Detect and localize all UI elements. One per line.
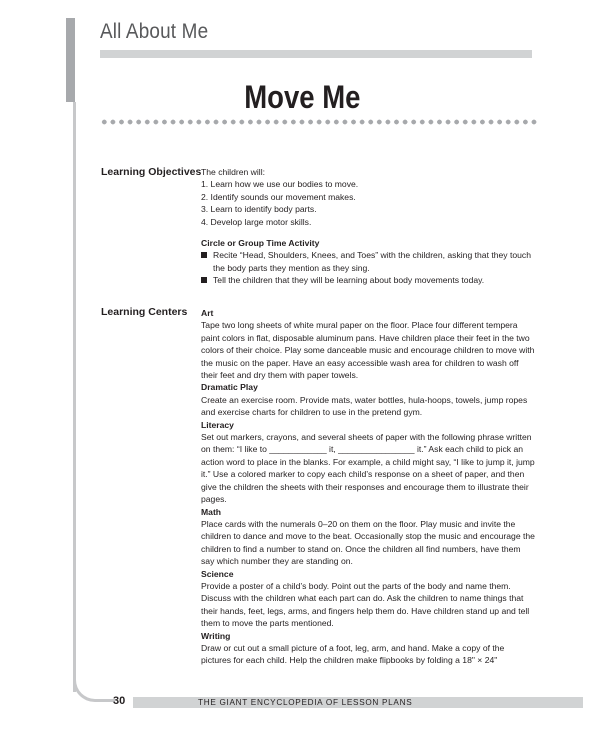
center-dramatic-play bbox=[201, 381, 536, 418]
objectives-intro: The children will: bbox=[201, 167, 265, 177]
center-heading: Writing bbox=[201, 630, 231, 641]
section-title-rule bbox=[100, 50, 532, 58]
page-number: 30 bbox=[113, 695, 126, 707]
learning-centers-content bbox=[201, 307, 536, 667]
learning-objectives-content bbox=[201, 166, 536, 287]
bullet-item bbox=[201, 249, 536, 274]
center-text: Provide a poster of a child’s body. Point out the parts of the body and name them. Discuss with the children what each part can do. Ask the children to name things that their hands, feet, legs, arms, and fingers help them do. Have children stand up and tell them to move the parts mentioned. bbox=[201, 580, 530, 629]
center-math bbox=[201, 506, 536, 568]
footer-book-title: THE GIANT ENCYCLOPEDIA OF LESSON PLANS bbox=[198, 698, 413, 707]
side-rule bbox=[73, 102, 76, 692]
objective-item: 3. Learn to identify body parts. bbox=[201, 204, 317, 215]
section-title: All About Me bbox=[100, 20, 209, 43]
dotted-divider bbox=[100, 118, 540, 126]
center-heading: Art bbox=[201, 308, 214, 318]
center-heading: Math bbox=[201, 506, 222, 517]
center-writing bbox=[201, 630, 536, 667]
bullet-square-icon bbox=[201, 277, 207, 283]
center-art bbox=[201, 307, 536, 381]
center-text: Place cards with the numerals 0–20 on them on the floor. Play music and invite the children to dance and move to the beat. Occasionally stop the music and encourage the children to find a number to stand on. Once the children all find numbers, have them say which number they are standing on. bbox=[201, 518, 535, 567]
objective-item: 4. Develop large motor skills. bbox=[201, 216, 312, 227]
bullet-text: Tell the children that they will be learning about body movements today. bbox=[213, 275, 485, 286]
learning-objectives-label: Learning Objectives bbox=[101, 166, 202, 178]
center-text: Create an exercise room. Provide mats, water bottles, hula-hoops, towels, jump ropes and exercise charts for children to use in the pretend gym. bbox=[201, 394, 528, 418]
objective-item: 2. Identify sounds our movement makes. bbox=[201, 191, 356, 202]
bullet-square-icon bbox=[201, 252, 207, 258]
objectives-list bbox=[201, 178, 536, 228]
footer-curve bbox=[73, 662, 115, 702]
center-text: Tape two long sheets of white mural paper on the floor. Place four different tempera paint colors in flat, disposable aluminum pans. Have children place their feet in the two colors of their choice. Play some danceable music and encourage children to move with the music on the paper. Have an easy accessible wash area for children to wash off their feet and dry them with paper towels. bbox=[201, 320, 535, 381]
center-literacy bbox=[201, 419, 536, 506]
center-text: Draw or cut out a small picture of a foot, leg, arm, and hand. Make a copy of the pictures for each child. Help the children make flipbooks by folding a 18" × 24" bbox=[201, 642, 505, 666]
center-heading: Dramatic Play bbox=[201, 382, 258, 393]
center-heading: Literacy bbox=[201, 419, 234, 430]
circle-time-bullets bbox=[201, 249, 536, 286]
circle-time-heading: Circle or Group Time Activity bbox=[201, 238, 320, 249]
bullet-text: Recite “Head, Shoulders, Knees, and Toes” with the children, asking that they touch the body parts they mention as they sing. bbox=[213, 250, 531, 273]
center-heading: Science bbox=[201, 568, 234, 579]
page-title: Move Me bbox=[244, 79, 361, 115]
center-text: Set out markers, crayons, and several sheets of paper with the following phrase written on them: “I like to ____________ it, ________________ it.” Ask each child to pick an action word to place in the blanks. For example, a child might say, “I like to jump it, jump it.” Use a colored marker to copy each child’s response on a sheet of paper, and then give the children the sheets with their responses and encourage them to illustrate their pages. bbox=[201, 432, 535, 505]
center-science bbox=[201, 568, 536, 630]
learning-centers-label: Learning Centers bbox=[101, 306, 188, 318]
bullet-item bbox=[201, 274, 536, 286]
objective-item: 1. Learn how we use our bodies to move. bbox=[201, 179, 359, 190]
